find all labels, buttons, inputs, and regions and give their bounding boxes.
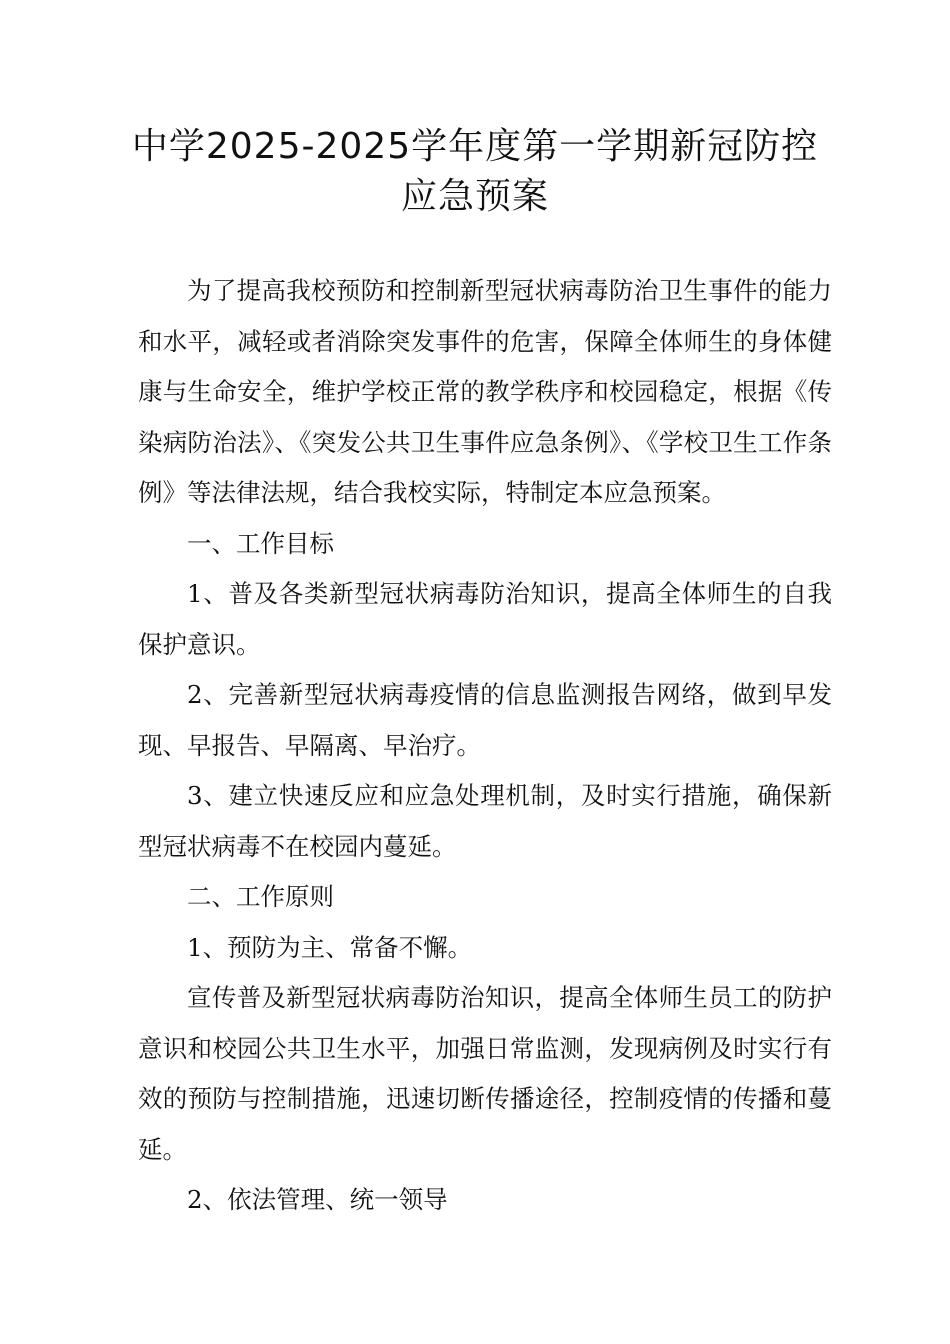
paragraph-goal-1: 1、普及各类新型冠状病毒防治知识，提高全体师生的自我保护意识。 [138, 579, 832, 659]
heading-work-goals: 一、工作目标 [187, 528, 334, 558]
paragraph-principle-2: 2、依法管理、统一领导 [187, 1185, 448, 1214]
heading-work-principles: 二、工作原则 [187, 882, 334, 911]
document-body [138, 266, 832, 1226]
paragraph-goal-3: 3、建立快速反应和应急处理机制，及时实行措施，确保新型冠状病毒不在校园内蔓延。 [138, 781, 832, 861]
document-title: 中学2025-2025学年度第一学期新冠防控应急预案 [131, 126, 819, 217]
paragraph-principle-1: 1、预防为主、常备不懈。 [187, 932, 473, 962]
paragraph-principle-1-detail: 宣传普及新型冠状病毒防治知识，提高全体师生员工的防护意识和校园公共卫生水平，加强日常监测，发现病例及时实行有效的预防与控制措施，迅速切断传播途径，控制疫情的传播和蔓延。 [138, 983, 832, 1164]
paragraph-intro: 为了提高我校预防和控制新型冠状病毒防治卫生事件的能力和水平，减轻或者消除突发事件的危害，保障全体师生的身体健康与生命安全，维护学校正常的教学秩序和校园稳定，根据《传染病防治法》、《突发公共卫生事件应急条例》、《学校卫生工作条例》等法律法规，结合我校实际，特制定本应急预案。 [138, 276, 832, 507]
paragraph-goal-2: 2、完善新型冠状病毒疫情的信息监测报告网络，做到早发现、早报告、早隔离、早治疗。 [138, 680, 832, 760]
